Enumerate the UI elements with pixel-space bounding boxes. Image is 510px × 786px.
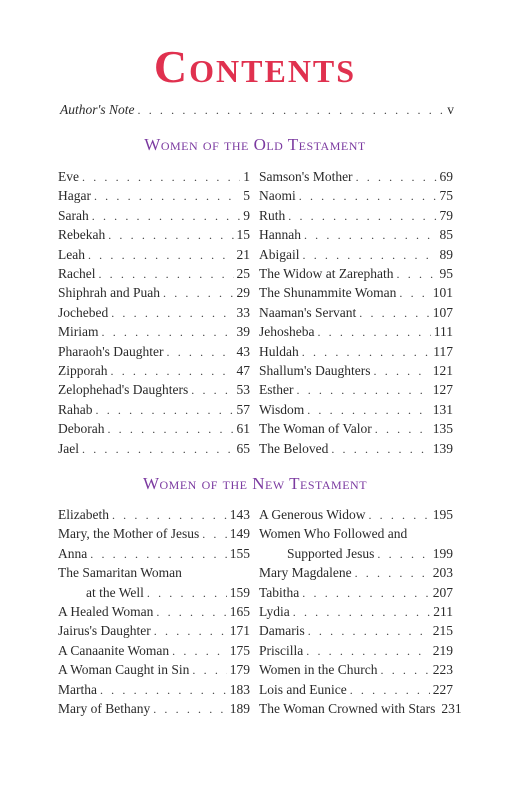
dot-leader bbox=[111, 304, 233, 323]
dot-leader bbox=[368, 506, 429, 525]
toc-entry-title: Rachel bbox=[58, 266, 96, 281]
toc-entry-page: 117 bbox=[433, 343, 453, 359]
dot-leader bbox=[112, 506, 227, 525]
toc-entry-page: 121 bbox=[432, 363, 453, 378]
toc-entry-title: Mary Magdalene bbox=[259, 565, 352, 581]
toc-entry-page: 101 bbox=[432, 285, 453, 301]
toc-entry-title: Naomi bbox=[259, 188, 296, 204]
toc-entry[interactable] bbox=[287, 544, 453, 563]
toc-entry[interactable] bbox=[58, 206, 250, 225]
toc-entry-page: 47 bbox=[236, 363, 250, 378]
dot-leader bbox=[111, 362, 234, 381]
dot-leader bbox=[153, 700, 227, 719]
toc-entry-title: Jehosheba bbox=[259, 324, 315, 340]
section-heading-new-testament: Women of the New Testament bbox=[142, 474, 368, 493]
toc-entry-page: 95 bbox=[439, 266, 453, 281]
toc-entry-title[interactable]: Women Who Followed and bbox=[259, 526, 408, 542]
toc-entry-title: A Generous Widow bbox=[259, 507, 366, 522]
toc-entry-page: 65 bbox=[236, 440, 250, 456]
toc-entry[interactable] bbox=[259, 400, 453, 419]
toc-entry[interactable] bbox=[58, 400, 250, 419]
dot-leader bbox=[138, 101, 445, 120]
toc-entry-page: 223 bbox=[432, 662, 453, 678]
toc-entry-page: 131 bbox=[432, 401, 453, 417]
dot-leader bbox=[304, 226, 437, 245]
dot-leader bbox=[293, 603, 431, 622]
toc-entry-authors-note[interactable] bbox=[60, 100, 454, 119]
dot-leader bbox=[331, 440, 429, 459]
toc-entry-page: 149 bbox=[229, 526, 250, 542]
toc-entry-title: Leah bbox=[58, 246, 85, 262]
toc-entry[interactable] bbox=[259, 660, 453, 679]
dot-leader bbox=[202, 525, 227, 544]
dot-leader bbox=[191, 381, 233, 400]
toc-entry-page: 75 bbox=[439, 188, 453, 204]
dot-leader bbox=[172, 642, 227, 661]
toc-entry-page: 143 bbox=[229, 507, 250, 522]
toc-entry[interactable] bbox=[58, 361, 250, 380]
dot-leader bbox=[399, 284, 429, 303]
toc-entry-page: 189 bbox=[229, 701, 250, 716]
toc-entry[interactable] bbox=[58, 602, 250, 621]
toc-entry[interactable] bbox=[58, 439, 250, 458]
toc-entry[interactable] bbox=[58, 186, 250, 205]
dot-leader bbox=[192, 661, 226, 680]
toc-entry-title: Shiphrah and Puah bbox=[58, 285, 160, 301]
toc-entry[interactable] bbox=[58, 419, 250, 438]
toc-entry-page: 139 bbox=[432, 440, 453, 456]
toc-entry-page: 159 bbox=[229, 584, 250, 600]
toc-entry-title: Jael bbox=[58, 440, 79, 456]
toc-entry-page: 79 bbox=[439, 207, 453, 223]
dot-leader bbox=[108, 226, 233, 245]
dot-leader bbox=[306, 642, 430, 661]
dot-leader bbox=[381, 661, 430, 680]
toc-entry-page: v bbox=[447, 102, 454, 117]
toc-entry[interactable] bbox=[259, 563, 453, 582]
page-title: Contents bbox=[153, 41, 357, 92]
toc-entry[interactable] bbox=[259, 361, 453, 380]
dot-leader bbox=[96, 401, 234, 420]
toc-entry-title: Jochebed bbox=[58, 304, 109, 320]
dot-leader bbox=[288, 207, 436, 226]
dot-leader bbox=[299, 187, 437, 206]
toc-entry-title: Deborah bbox=[58, 421, 105, 437]
toc-entry-page: 135 bbox=[432, 421, 453, 437]
dot-leader bbox=[302, 584, 429, 603]
toc-entry-title: Huldah bbox=[259, 343, 299, 359]
toc-entry-title: Lois and Eunice bbox=[259, 681, 347, 697]
toc-entry-title: The Woman Crowned with Stars bbox=[259, 701, 436, 716]
toc-entry-title: Rebekah bbox=[58, 227, 106, 243]
dot-leader bbox=[167, 343, 234, 362]
dot-leader bbox=[163, 284, 234, 303]
toc-entry-page: 89 bbox=[439, 246, 453, 262]
toc-entry-page: 215 bbox=[432, 623, 453, 639]
toc-entry-page: 227 bbox=[432, 681, 453, 697]
toc-entry-title: Ruth bbox=[259, 207, 286, 223]
toc-entry[interactable] bbox=[58, 303, 250, 322]
toc-entry[interactable] bbox=[58, 524, 250, 543]
toc-entry-title: The Beloved bbox=[259, 440, 329, 456]
toc-entry-title: Pharaoh's Daughter bbox=[58, 343, 164, 359]
toc-entry[interactable] bbox=[58, 660, 250, 679]
toc-entry[interactable] bbox=[58, 225, 250, 244]
toc-entry-title[interactable]: The Samaritan Woman bbox=[58, 565, 182, 581]
toc-entry-page: 179 bbox=[229, 662, 250, 678]
toc-entry-title: Hannah bbox=[259, 227, 301, 243]
toc-entry-title: Wisdom bbox=[259, 401, 305, 417]
dot-leader bbox=[90, 545, 227, 564]
toc-entry-title: Damaris bbox=[259, 623, 305, 639]
toc-entry[interactable] bbox=[259, 283, 453, 302]
dot-leader bbox=[356, 168, 437, 187]
toc-entry-title: Women in the Church bbox=[259, 662, 378, 678]
toc-entry[interactable] bbox=[58, 505, 250, 524]
toc-entry-page: 53 bbox=[236, 382, 250, 398]
toc-entry-page: 15 bbox=[236, 227, 250, 243]
toc-entry[interactable] bbox=[259, 303, 453, 322]
toc-entry-title: Esther bbox=[259, 382, 294, 398]
toc-entry-title: Tabitha bbox=[259, 584, 300, 600]
toc-entry-title: Anna bbox=[58, 545, 88, 561]
toc-entry[interactable] bbox=[259, 641, 453, 660]
toc-entry-title: Samson's Mother bbox=[259, 169, 353, 184]
dot-leader bbox=[98, 265, 233, 284]
toc-entry[interactable] bbox=[259, 439, 453, 458]
toc-entry[interactable] bbox=[259, 225, 453, 244]
dot-leader bbox=[88, 246, 234, 265]
toc-entry-page: 5 bbox=[243, 188, 250, 204]
dot-leader bbox=[302, 343, 431, 362]
toc-entry-title: Mary of Bethany bbox=[58, 701, 151, 716]
toc-entry-page: 61 bbox=[236, 421, 250, 437]
toc-entry-page: 33 bbox=[236, 304, 250, 320]
dot-leader bbox=[308, 622, 430, 641]
toc-entry-title: Jairus's Daughter bbox=[58, 623, 151, 639]
toc-entry[interactable] bbox=[259, 206, 453, 225]
dot-leader bbox=[92, 207, 241, 226]
toc-entry-page: 219 bbox=[432, 642, 453, 658]
dot-leader bbox=[297, 381, 430, 400]
dot-leader bbox=[377, 545, 429, 564]
toc-entry-page: 165 bbox=[229, 604, 250, 619]
toc-entry[interactable] bbox=[259, 380, 453, 399]
toc-entry-page: 25 bbox=[236, 266, 250, 281]
toc-entry-page: 9 bbox=[243, 207, 250, 223]
toc-entry-page: 29 bbox=[236, 285, 250, 301]
dot-leader bbox=[82, 440, 234, 459]
toc-entry-page: 21 bbox=[236, 246, 250, 262]
toc-entry-title: Zipporah bbox=[58, 363, 108, 378]
toc-entry-page: 195 bbox=[432, 507, 453, 522]
toc-entry[interactable] bbox=[259, 505, 453, 524]
toc-entry-page: 175 bbox=[229, 642, 250, 658]
toc-entry-title: Author's Note bbox=[60, 102, 135, 117]
dot-leader bbox=[107, 420, 233, 439]
toc-entry-title: Miriam bbox=[58, 324, 99, 340]
toc-entry[interactable] bbox=[86, 583, 250, 602]
toc-entry-title: Abigail bbox=[259, 246, 300, 262]
toc-entry-title: A Woman Caught in Sin bbox=[58, 662, 190, 678]
toc-entry[interactable] bbox=[259, 680, 453, 699]
toc-entry-page: 39 bbox=[236, 324, 250, 340]
toc-entry-page: 199 bbox=[432, 545, 453, 561]
toc-entry[interactable] bbox=[259, 186, 453, 205]
toc-entry[interactable] bbox=[259, 602, 453, 621]
toc-entry[interactable] bbox=[58, 621, 250, 640]
toc-entry[interactable] bbox=[58, 699, 250, 718]
toc-entry[interactable] bbox=[259, 419, 453, 438]
toc-entry-title: at the Well bbox=[86, 584, 144, 600]
toc-entry-title: Supported Jesus bbox=[287, 545, 375, 561]
toc-entry-page: 57 bbox=[236, 401, 250, 417]
dot-leader bbox=[147, 584, 227, 603]
toc-entry-page: 171 bbox=[229, 623, 250, 639]
toc-entry[interactable] bbox=[58, 641, 250, 660]
toc-entry-page: 127 bbox=[432, 382, 453, 398]
dot-leader bbox=[156, 603, 226, 622]
dot-leader bbox=[317, 323, 430, 342]
section-heading-old-testament: Women of the Old Testament bbox=[144, 135, 366, 154]
toc-entry-title: Mary, the Mother of Jesus bbox=[58, 526, 200, 542]
toc-entry-title: Priscilla bbox=[259, 642, 304, 658]
dot-leader bbox=[154, 622, 227, 641]
dot-leader bbox=[303, 246, 437, 265]
dot-leader bbox=[397, 265, 437, 284]
toc-entry[interactable] bbox=[259, 264, 453, 283]
toc-entry[interactable] bbox=[58, 283, 250, 302]
toc-entry[interactable] bbox=[259, 322, 453, 341]
toc-entry-title: Martha bbox=[58, 681, 97, 697]
toc-entry-title: Elizabeth bbox=[58, 507, 109, 522]
toc-entry-page: 69 bbox=[439, 169, 453, 184]
toc-entry[interactable] bbox=[259, 621, 453, 640]
dot-leader bbox=[82, 168, 240, 187]
toc-entry[interactable] bbox=[58, 342, 250, 361]
dot-leader bbox=[307, 401, 430, 420]
toc-entry-title: The Shunammite Woman bbox=[259, 285, 397, 301]
toc-entry-page: 111 bbox=[433, 324, 453, 340]
toc-entry[interactable] bbox=[259, 245, 453, 264]
toc-entry-title: Eve bbox=[58, 169, 79, 184]
toc-entry-title: A Canaanite Woman bbox=[58, 642, 170, 658]
toc-entry[interactable] bbox=[58, 544, 250, 563]
toc-entry-page: 107 bbox=[432, 304, 453, 320]
dot-leader bbox=[375, 420, 430, 439]
toc-entry-page: 231 bbox=[441, 701, 462, 716]
toc-entry-title: A Healed Woman bbox=[58, 604, 154, 619]
toc-entry[interactable] bbox=[58, 245, 250, 264]
toc-entry-page: 1 bbox=[243, 169, 250, 184]
dot-leader bbox=[350, 681, 430, 700]
toc-entry-title: The Woman of Valor bbox=[259, 421, 372, 437]
toc-entry-title: Sarah bbox=[58, 207, 89, 223]
toc-entry[interactable] bbox=[259, 167, 453, 186]
toc-entry-page: 155 bbox=[229, 545, 250, 561]
toc-entry[interactable] bbox=[259, 342, 453, 361]
dot-leader bbox=[100, 681, 227, 700]
toc-entry-page: 211 bbox=[433, 604, 453, 619]
toc-entry-title: Shallum's Daughters bbox=[259, 363, 371, 378]
toc-entry-page: 203 bbox=[432, 565, 453, 581]
toc-entry-title: Rahab bbox=[58, 401, 93, 417]
toc-entry[interactable] bbox=[58, 680, 250, 699]
toc-entry-page: 43 bbox=[236, 343, 250, 359]
toc-entry[interactable] bbox=[259, 583, 453, 602]
toc-entry-page: 207 bbox=[432, 584, 453, 600]
dot-leader bbox=[94, 187, 240, 206]
toc-entry[interactable] bbox=[58, 264, 250, 283]
dot-leader bbox=[374, 362, 430, 381]
toc-entry[interactable] bbox=[58, 322, 250, 341]
toc-entry-title: Zelophehad's Daughters bbox=[58, 382, 189, 398]
toc-entry-title: The Widow at Zarephath bbox=[259, 266, 394, 281]
toc-entry-page: 183 bbox=[229, 681, 250, 697]
toc-entry-title: Naaman's Servant bbox=[259, 304, 357, 320]
toc-entry-title: Lydia bbox=[259, 604, 290, 619]
toc-entry-page: 85 bbox=[439, 227, 453, 243]
toc-entry[interactable] bbox=[58, 380, 250, 399]
toc-entry-title: Hagar bbox=[58, 188, 91, 204]
dot-leader bbox=[359, 304, 429, 323]
toc-entry[interactable] bbox=[259, 699, 462, 718]
dot-leader bbox=[102, 323, 234, 342]
toc-entry[interactable] bbox=[58, 167, 250, 186]
dot-leader bbox=[355, 564, 430, 583]
